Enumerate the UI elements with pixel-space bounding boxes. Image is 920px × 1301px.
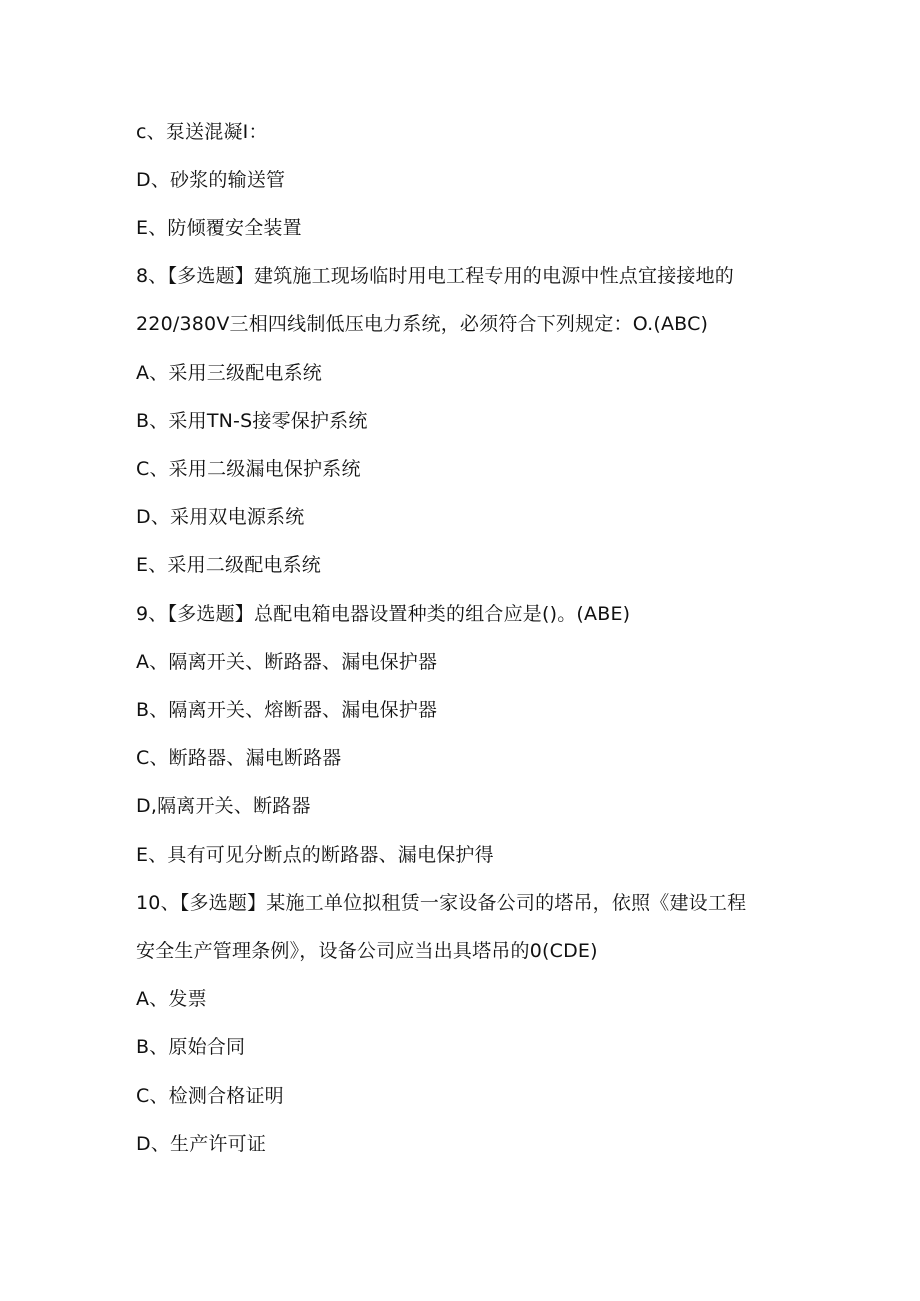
option-b-q8: B、采用TN-S接零保护系统 — [136, 410, 368, 432]
option-a-q9: A、隔离开关、断路器、漏电保护器 — [136, 651, 438, 673]
option-d-q10: D、生产许可证 — [136, 1133, 267, 1155]
option-c-q7: c、泵送混凝I： — [136, 121, 268, 143]
option-d-q9: D,隔离开关、断路器 — [136, 795, 311, 817]
option-c-q8: C、采用二级漏电保护系统 — [136, 458, 361, 480]
question-10-line-2: 安全生产管理条例》，设备公司应当出具塔吊的0(CDE) — [136, 940, 598, 962]
option-b-q10: B、原始合同 — [136, 1036, 246, 1058]
option-a-q10: A、发票 — [136, 988, 207, 1010]
question-8-line-1: 8、【多选题】建筑施工现场临时用电工程专用的电源中性点宜接接地的 — [136, 265, 734, 287]
option-d-q8: D、采用双电源系统 — [136, 506, 305, 528]
option-a-q8: A、采用三级配电系统 — [136, 362, 322, 384]
option-e-q8: E、采用二级配电系统 — [136, 554, 322, 576]
option-e-q9: E、具有可见分断点的断路器、漏电保护得 — [136, 844, 494, 866]
option-d-q7: D、砂浆的输送管 — [136, 169, 286, 191]
option-c-q9: C、断路器、漏电断路器 — [136, 747, 342, 769]
option-b-q9: B、隔离开关、熔断器、漏电保护器 — [136, 699, 438, 721]
question-8-line-2: 220/380V三相四线制低压电力系统，必须符合下列规定：O.(ABC) — [136, 313, 709, 335]
question-9: 9、【多选题】总配电箱电器设置种类的组合应是()。(ABE) — [136, 603, 631, 625]
option-e-q7: E、防倾覆安全装置 — [136, 217, 302, 239]
option-c-q10: C、检测合格证明 — [136, 1085, 284, 1107]
question-10-line-1: 10、【多选题】某施工单位拟租赁一家设备公司的塔吊，依照《建设工程 — [136, 892, 747, 914]
